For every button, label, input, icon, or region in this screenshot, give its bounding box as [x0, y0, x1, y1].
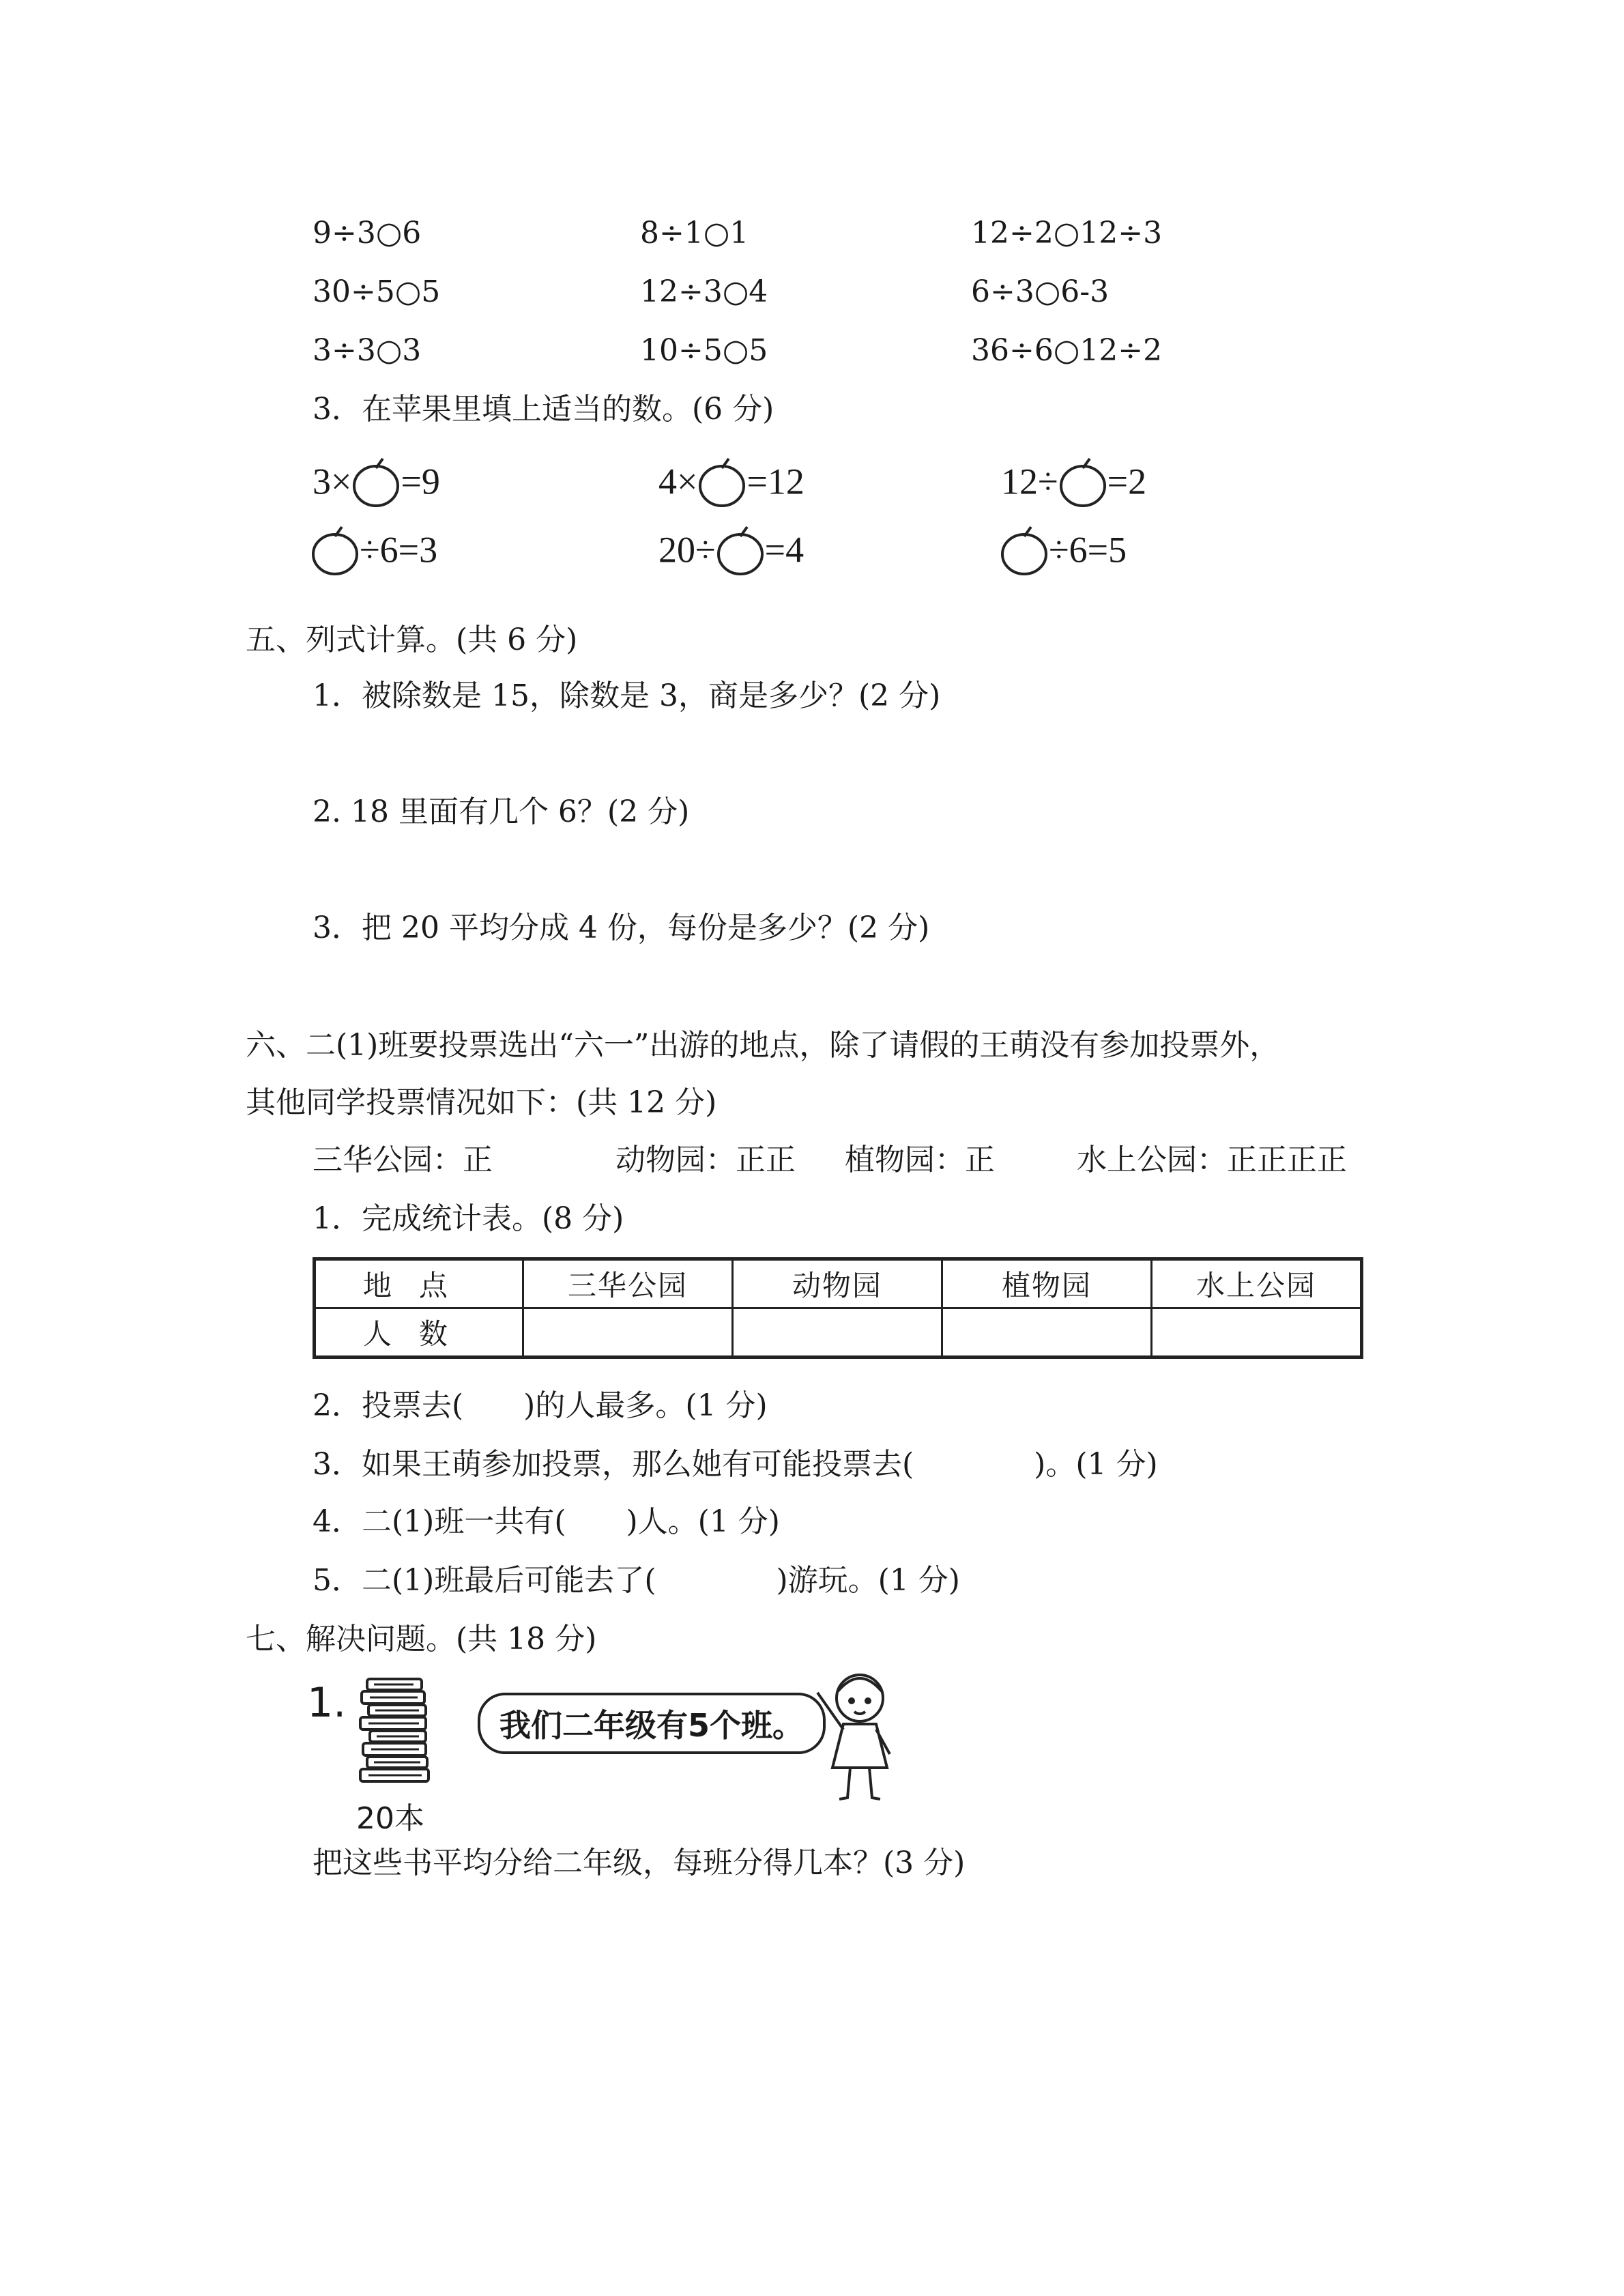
equation-left: 12÷ [1001, 461, 1058, 502]
apple-equation [658, 519, 804, 577]
statistics-table [313, 1257, 1363, 1359]
apple-equation [1000, 519, 1127, 577]
apple-icon[interactable] [716, 524, 765, 576]
equation-right: =4 [764, 529, 804, 571]
speech-bubble: 我们二年级有5个班。 [478, 1693, 826, 1754]
equation-left: 3× [313, 461, 352, 502]
section-6-intro-line-1: 六、二(1)班要投票选出“六一”出游的地点，除了请假的王萌没有参加投票外， [246, 1028, 1280, 1063]
girl-figure-icon [805, 1659, 901, 1809]
apple-icon[interactable] [697, 456, 746, 508]
section-6-question-1: 1．完成统计表。(8 分) [313, 1201, 624, 1236]
table-header-cell: 动物园 [733, 1259, 942, 1308]
apple-icon[interactable] [351, 456, 401, 508]
table-header-cell: 三华公园 [523, 1259, 733, 1308]
vote-tally: 植物园：正 [845, 1143, 995, 1177]
apple-icon[interactable] [1058, 456, 1107, 508]
section-6-intro-line-2: 其他同学投票情况如下：(共 12 分) [246, 1085, 717, 1120]
table-header-cell: 地点 [315, 1259, 523, 1308]
apple-equation [310, 519, 437, 577]
table-header-cell: 植物园 [942, 1259, 1152, 1308]
equation-right: =2 [1107, 461, 1147, 502]
apple-equation [1001, 450, 1146, 509]
section-7-title: 七、解决问题。(共 18 分) [246, 1622, 597, 1656]
table-row [315, 1308, 1362, 1358]
section-6-question-4: 4．二(1)班一共有( )人。(1 分) [313, 1504, 780, 1539]
compare-item[interactable]: 36÷6○12÷2 [971, 333, 1163, 368]
table-input-cell[interactable] [1152, 1308, 1362, 1358]
compare-item[interactable]: 10÷5○5 [640, 333, 768, 368]
equation-right: =9 [401, 461, 440, 502]
compare-item[interactable]: 12÷2○12÷3 [971, 216, 1163, 250]
table-input-cell[interactable] [942, 1308, 1152, 1358]
compare-item[interactable]: 3÷3○3 [313, 333, 422, 368]
vote-tally: 水上公园：正正正正 [1077, 1143, 1347, 1177]
item-number: 1. [307, 1679, 347, 1727]
vote-tally: 三华公园：正 [313, 1143, 493, 1177]
equation-left: 20÷ [658, 529, 716, 571]
compare-item[interactable]: 6÷3○6-3 [971, 274, 1110, 309]
table-row [315, 1259, 1362, 1308]
equation-left: 4× [658, 461, 698, 502]
apple-equation [658, 450, 804, 509]
section-6-question-5: 5．二(1)班最后可能去了( )游玩。(1 分) [313, 1563, 960, 1598]
section-6-question-2: 2．投票去( )的人最多。(1 分) [313, 1388, 768, 1423]
section-5-question-2: 2. 18 里面有几个 6？(2 分) [313, 794, 690, 829]
compare-item[interactable]: 12÷3○4 [640, 274, 768, 309]
table-input-cell[interactable] [733, 1308, 942, 1358]
equation-right: ÷6=5 [1049, 529, 1127, 571]
compare-item[interactable]: 30÷5○5 [313, 274, 441, 309]
table-header-cell: 水上公园 [1152, 1259, 1362, 1308]
table-input-cell[interactable] [523, 1308, 733, 1358]
section-5-question-3: 3．把 20 平均分成 4 份，每份是多少？(2 分) [313, 910, 930, 945]
equation-right: =12 [746, 461, 804, 502]
apple-equation [313, 450, 440, 509]
apple-icon[interactable] [1000, 524, 1049, 576]
section-6-question-3: 3．如果王萌参加投票，那么她有可能投票去( )。(1 分) [313, 1447, 1158, 1482]
section-5-question-1: 1．被除数是 15，除数是 3，商是多少？(2 分) [313, 678, 941, 713]
books-count-label: 20本 [356, 1801, 424, 1836]
apple-icon[interactable] [310, 524, 360, 576]
book-stack-icon [353, 1665, 442, 1802]
question-4-3: 3．在苹果里填上适当的数。(6 分) [313, 392, 774, 427]
vote-tally: 动物园：正正 [615, 1143, 796, 1177]
equation-right: ÷6=3 [360, 529, 438, 571]
compare-item[interactable]: 9÷3○6 [313, 216, 422, 250]
section-7-question-1: 把这些书平均分给二年级，每班分得几本？(3 分) [313, 1846, 966, 1880]
compare-item[interactable]: 8÷1○1 [640, 216, 749, 250]
table-row-label: 人数 [315, 1308, 523, 1358]
section-5-title: 五、列式计算。(共 6 分) [246, 622, 578, 657]
